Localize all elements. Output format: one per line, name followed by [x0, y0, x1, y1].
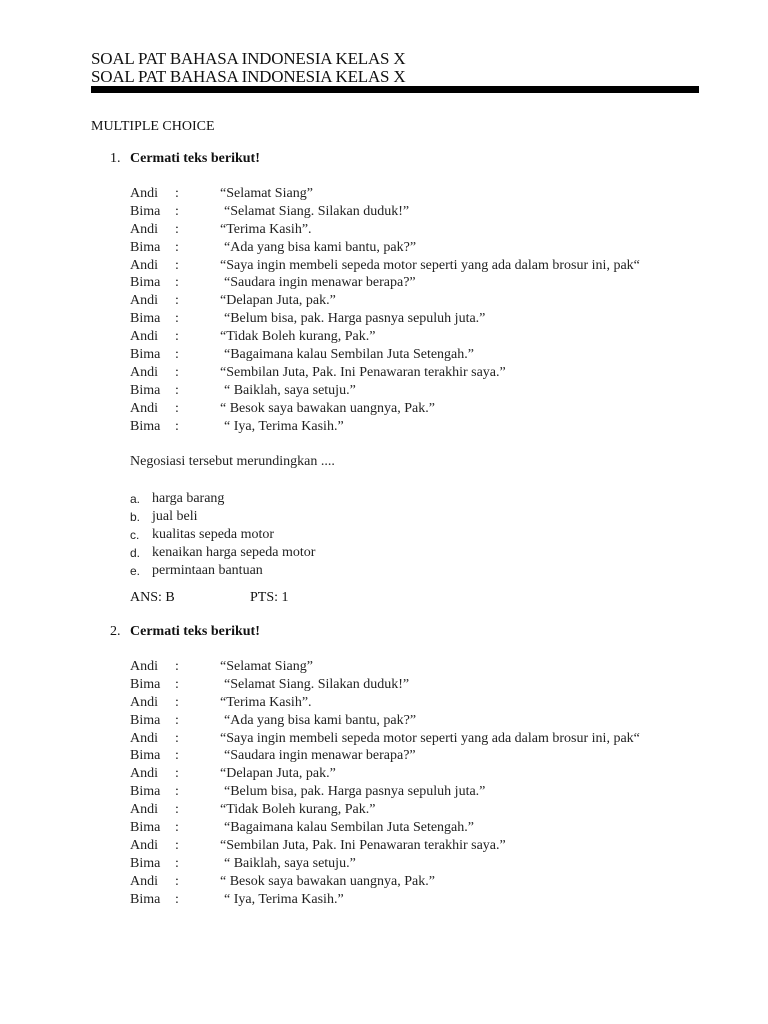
option-letter: d. — [130, 546, 141, 560]
option-letter: c. — [130, 528, 140, 542]
separator: : — [175, 347, 179, 363]
section-title: MULTIPLE CHOICE — [91, 119, 215, 134]
speaker-name: Andi — [130, 186, 158, 201]
speaker-name: Andi — [130, 873, 158, 889]
header-divider — [91, 86, 699, 93]
speaker-name: Bima — [130, 748, 161, 764]
separator: : — [175, 748, 179, 764]
dialogue-text: “Selamat Siang. Silakan duduk!” — [224, 676, 410, 692]
separator: : — [175, 676, 179, 692]
dialogue-text: “Saya ingin membeli sepeda motor seperti yang ada dalam brosur ini, pak“ — [220, 257, 640, 273]
dialogue-text: “Ada yang bisa kami bantu, pak?” — [224, 239, 417, 255]
speaker-name: Andi — [130, 694, 158, 710]
speaker-name: Bima — [130, 347, 161, 363]
speaker-name: Andi — [130, 364, 158, 380]
dialogue-text: “Bagaimana kalau Sembilan Juta Setengah.” — [224, 347, 474, 363]
speaker-name: Andi — [130, 766, 158, 782]
dialogue-text: “Tidak Boleh kurang, Pak.” — [220, 329, 376, 345]
speaker-name: Andi — [130, 659, 158, 674]
separator: : — [175, 891, 179, 907]
dialogue-text: “Sembilan Juta, Pak. Ini Penawaran terakhir saya.” — [220, 364, 506, 380]
speaker-name: Andi — [130, 730, 158, 746]
separator: : — [175, 293, 179, 309]
separator: : — [175, 311, 179, 327]
option-text: jual beli — [152, 509, 198, 524]
separator: : — [175, 802, 179, 818]
dialogue-text: “Selamat Siang. Silakan duduk!” — [224, 203, 410, 219]
dialogue-text: “Saya ingin membeli sepeda motor seperti yang ada dalam brosur ini, pak“ — [220, 730, 640, 746]
dialogue-text: “ Besok saya bawakan uangnya, Pak.” — [220, 873, 435, 889]
dialogue-text: “Saudara ingin menawar berapa?” — [224, 748, 416, 764]
separator: : — [175, 873, 179, 889]
speaker-name: Bima — [130, 855, 161, 871]
speaker-name: Andi — [130, 400, 158, 416]
separator: : — [175, 257, 179, 273]
speaker-name: Bima — [130, 275, 161, 291]
separator: : — [175, 364, 179, 380]
separator: : — [175, 275, 179, 291]
option-letter: e. — [130, 564, 141, 578]
speaker-name: Bima — [130, 382, 161, 398]
separator: : — [175, 329, 179, 345]
question-instruction: Cermati teks berikut! — [130, 624, 260, 639]
dialogue-text: “Saudara ingin menawar berapa?” — [224, 275, 416, 291]
separator: : — [175, 784, 179, 800]
dialogue-text: “Delapan Juta, pak.” — [220, 766, 336, 782]
separator: : — [175, 382, 179, 398]
dialogue-text: “Delapan Juta, pak.” — [220, 293, 336, 309]
speaker-name: Bima — [130, 676, 161, 692]
separator: : — [175, 730, 179, 746]
speaker-name: Bima — [130, 784, 161, 800]
option-text: harga barang — [152, 491, 225, 506]
separator: : — [175, 221, 179, 237]
dialogue-text: “Tidak Boleh kurang, Pak.” — [220, 802, 376, 818]
speaker-name: Bima — [130, 239, 161, 255]
speaker-name: Bima — [130, 712, 161, 728]
speaker-name: Bima — [130, 203, 161, 219]
speaker-name: Andi — [130, 837, 158, 853]
speaker-name: Andi — [130, 257, 158, 273]
separator: : — [175, 694, 179, 710]
dialogue-text: “Selamat Siang” — [220, 659, 313, 674]
dialogue-text: “ Baiklah, saya setuju.” — [224, 382, 356, 398]
speaker-name: Andi — [130, 802, 158, 818]
dialogue-text: “ Baiklah, saya setuju.” — [224, 855, 356, 871]
question-instruction: Cermati teks berikut! — [130, 151, 260, 166]
speaker-name: Andi — [130, 221, 158, 237]
separator: : — [175, 400, 179, 416]
separator: : — [175, 820, 179, 836]
dialogue-text: “Ada yang bisa kami bantu, pak?” — [224, 712, 417, 728]
dialogue-text: “Belum bisa, pak. Harga pasnya sepuluh juta.” — [224, 311, 486, 327]
question-stem: Negosiasi tersebut merundingkan .... — [130, 454, 335, 469]
separator: : — [175, 239, 179, 255]
option-letter: b. — [130, 510, 141, 524]
question-number: 1. — [110, 151, 121, 166]
speaker-name: Andi — [130, 293, 158, 309]
dialogue-text: “Sembilan Juta, Pak. Ini Penawaran terakhir saya.” — [220, 837, 506, 853]
separator: : — [175, 186, 179, 201]
dialogue-text: “Selamat Siang” — [220, 186, 313, 201]
answer-key: ANS: B — [130, 590, 175, 605]
separator: : — [175, 837, 179, 853]
separator: : — [175, 418, 179, 434]
option-text: kenaikan harga sepeda motor — [152, 545, 316, 560]
dialogue-text: “Terima Kasih”. — [220, 221, 312, 237]
dialogue-text: “Bagaimana kalau Sembilan Juta Setengah.” — [224, 820, 474, 836]
dialogue-text: “ Iya, Terima Kasih.” — [224, 891, 344, 907]
separator: : — [175, 712, 179, 728]
speaker-name: Bima — [130, 891, 161, 907]
speaker-name: Bima — [130, 418, 161, 434]
separator: : — [175, 203, 179, 219]
question-number: 2. — [110, 624, 121, 639]
speaker-name: Bima — [130, 820, 161, 836]
document-title-repeat: SOAL PAT BAHASA INDONESIA KELAS X — [91, 67, 406, 86]
speaker-name: Andi — [130, 329, 158, 345]
document-title: SOAL PAT BAHASA INDONESIA KELAS X — [91, 49, 406, 68]
points: PTS: 1 — [250, 590, 289, 605]
option-text: kualitas sepeda motor — [152, 527, 275, 542]
separator: : — [175, 766, 179, 782]
dialogue-text: “Terima Kasih”. — [220, 694, 312, 710]
option-letter: a. — [130, 492, 141, 506]
dialogue-text: “ Besok saya bawakan uangnya, Pak.” — [220, 400, 435, 416]
speaker-name: Bima — [130, 311, 161, 327]
dialogue-text: “Belum bisa, pak. Harga pasnya sepuluh juta.” — [224, 784, 486, 800]
option-text: permintaan bantuan — [152, 563, 263, 578]
separator: : — [175, 855, 179, 871]
dialogue-text: “ Iya, Terima Kasih.” — [224, 418, 344, 434]
separator: : — [175, 659, 179, 674]
